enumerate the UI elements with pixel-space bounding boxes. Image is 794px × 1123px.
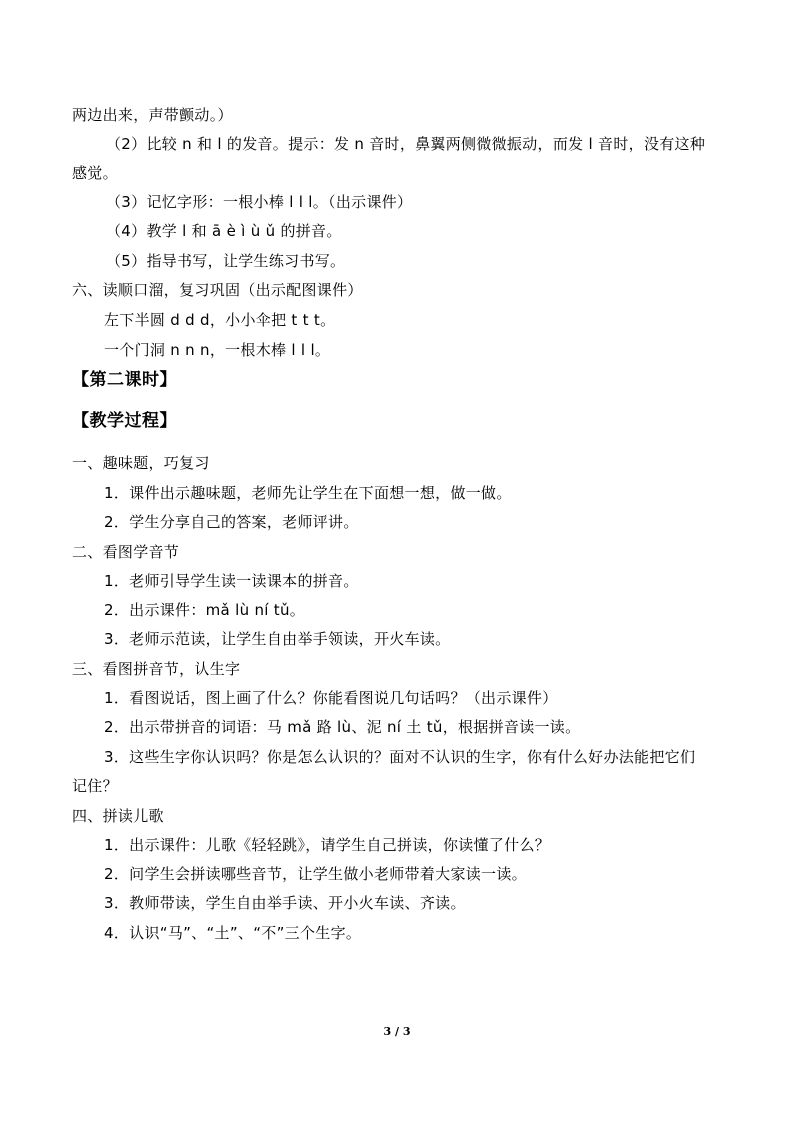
- list-item: 3．老师示范读，让学生自由举手领读，开火车读。: [104, 630, 451, 648]
- section-heading: 六、读顺口溜，复习巩固（出示配图课件）: [72, 281, 363, 299]
- text-line: 两边出来，声带颤动。）: [72, 106, 233, 124]
- list-item: 2．出示带拼音的词语：马 mǎ 路 lù、泥 ní 土 tǔ，根据拼音读一读。: [104, 718, 581, 736]
- page-number: 3 / 3: [383, 1025, 411, 1038]
- list-item: 1．看图说话，图上画了什么？你能看图说几句话吗？（出示课件）: [104, 689, 558, 707]
- section-heading: 二、看图学音节: [72, 543, 180, 561]
- list-item: 2．学生分享自己的答案，老师评讲。: [104, 513, 359, 531]
- text-line: 左下半圆 d d d，小小伞把 t t t。: [104, 311, 336, 329]
- text-line: （4）教学 l 和 ā è ì ù ǔ 的拼音。: [106, 222, 342, 240]
- text-line: （2）比较 n 和 l 的发音。提示：发 n 音时，鼻翼两侧微微振动，而发 l 音时，没有这种: [106, 135, 706, 153]
- text-line: 记住？: [72, 777, 118, 795]
- list-item: 3．这些生字你认识吗？你是怎么认识的？面对不认识的生字，你有什么好办法能把它们: [104, 748, 696, 766]
- section-heading: 四、拼读儿歌: [72, 807, 164, 825]
- text-line: 感觉。: [72, 164, 118, 182]
- list-item: 1．老师引导学生读一读课本的拼音。: [104, 572, 359, 590]
- text-line: （3）记忆字形：一根小棒 l l l。（出示课件）: [106, 193, 413, 211]
- process-heading: 【教学过程】: [72, 411, 177, 431]
- section-heading: 三、看图拼音节，认生字: [72, 660, 241, 678]
- list-item: 2．出示课件：mǎ lù ní tǔ。: [104, 601, 306, 619]
- list-item: 2．问学生会拼读哪些音节，让学生做小老师带着大家读一读。: [104, 865, 527, 883]
- list-item: 1．出示课件：儿歌《轻轻跳》，请学生自己拼读，你读懂了什么？: [104, 836, 551, 854]
- list-item: 1．课件出示趣味题，老师先让学生在下面想一想，做一做。: [104, 484, 512, 502]
- text-line: （5）指导书写，让学生练习书写。: [106, 252, 346, 270]
- text-line: 一个门洞 n n n，一根木棒 l l l。: [104, 341, 331, 359]
- lesson-heading: 【第二课时】: [72, 370, 177, 390]
- list-item: 4．认识“马”、“土”、“不”三个生字。: [104, 924, 362, 942]
- list-item: 3．教师带读，学生自由举手读、开小火车读、齐读。: [104, 894, 466, 912]
- section-heading: 一、趣味题，巧复习: [72, 454, 210, 472]
